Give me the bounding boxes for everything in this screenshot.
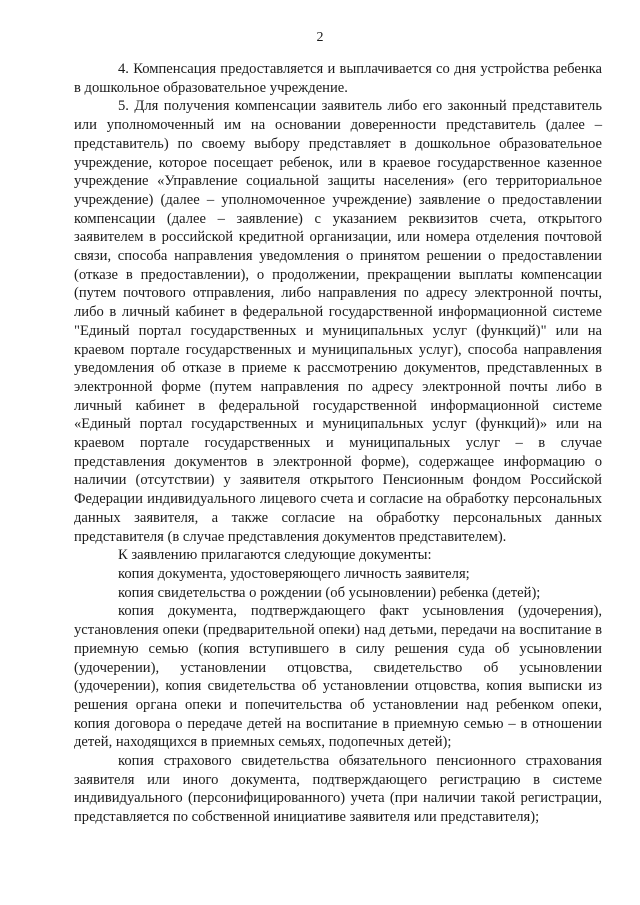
paragraph-pension-insurance: копия страхового свидетельства обязательного пенсионного страхования заявителя или иного документа, подтверждающего регистрацию в системе индивидуального (персонифицированного) учета (при наличии такой регистрации, представляется по собственной инициативе заявителя или представителя); (74, 753, 602, 826)
document-body (74, 60, 602, 827)
paragraph-identity-document: копия документа, удостоверяющего личность заявителя; (118, 565, 470, 582)
page-number: 2 (316, 30, 324, 45)
paragraph-5-application: 5. Для получения компенсации заявитель либо его законный представитель или уполномоченный им на основании доверенности представитель (далее – представитель) по своему выбору представляет в дошкольное образовательное учреждение, которое посещает ребенок, или в краевое государственное казенное учреждение «Управление социальной защиты населения» (его территориальное учреждение) (далее – уполномоченное учреждение) заявление о предоставлении компенсации (далее – заявление) с указанием реквизитов счета, открытого заявителем в российской кредитной организации, или номера отделения почтовой связи, способа направления уведомления о принятом решении о предоставлении (отказе в предоставлении), о продолжении, прекращении выплаты компенсации (путем почтового отправления, либо направления по адресу электронной почты, либо в личный кабинет в федеральной государственной информационной системе "Единый портал государственных и муниципальных услуг (функций)" или на краевом портале государственных и муниципальных услуг), способа направления уведомления об отказе в приеме к рассмотрению документов, представленных в электронной форме (путем направления по адресу электронной почты либо в личный кабинет в федеральной государственной информационной системе «Единый портал государственных и муниципальных услуг (функций)» или на краевом портале государственных и муниципальных услуг – в случае представления документов в электронной форме), содержащее информацию о наличии (отсутствии) у заявителя открытого Пенсионным фондом Российской Федерации индивидуального лицевого счета и согласие на обработку персональных данных заявителя, а также согласие на обработку персональных данных представителя (в случае представления документов представителем). (74, 98, 602, 545)
paragraph-4-compensation-start: 4. Компенсация предоставляется и выплачивается со дня устройства ребенка в дошкольное образовательное учреждение. (74, 61, 602, 96)
paragraph-documents-intro: К заявлению прилагаются следующие документы: (118, 547, 432, 564)
paragraph-adoption-documents: копия документа, подтверждающего факт усыновления (удочерения), установления опеки (предварительной опеки) над детьми, передачи на воспитание в приемную семью (копия вступившего в силу решения суда об усыновлении (удочерении), установлении отцовства, свидетельство об усыновлении (удочерении), копия свидетельства об установлении отцовства, копия выписки из решения органа опеки и попечительства об установлении над ребенком опеки, копия договора о передаче детей на воспитание в приемную семью – в отношении детей, находящихся в приемных семьях, подопечных детей); (74, 603, 602, 751)
paragraph-birth-certificate: копия свидетельства о рождении (об усыновлении) ребенка (детей); (118, 584, 541, 601)
